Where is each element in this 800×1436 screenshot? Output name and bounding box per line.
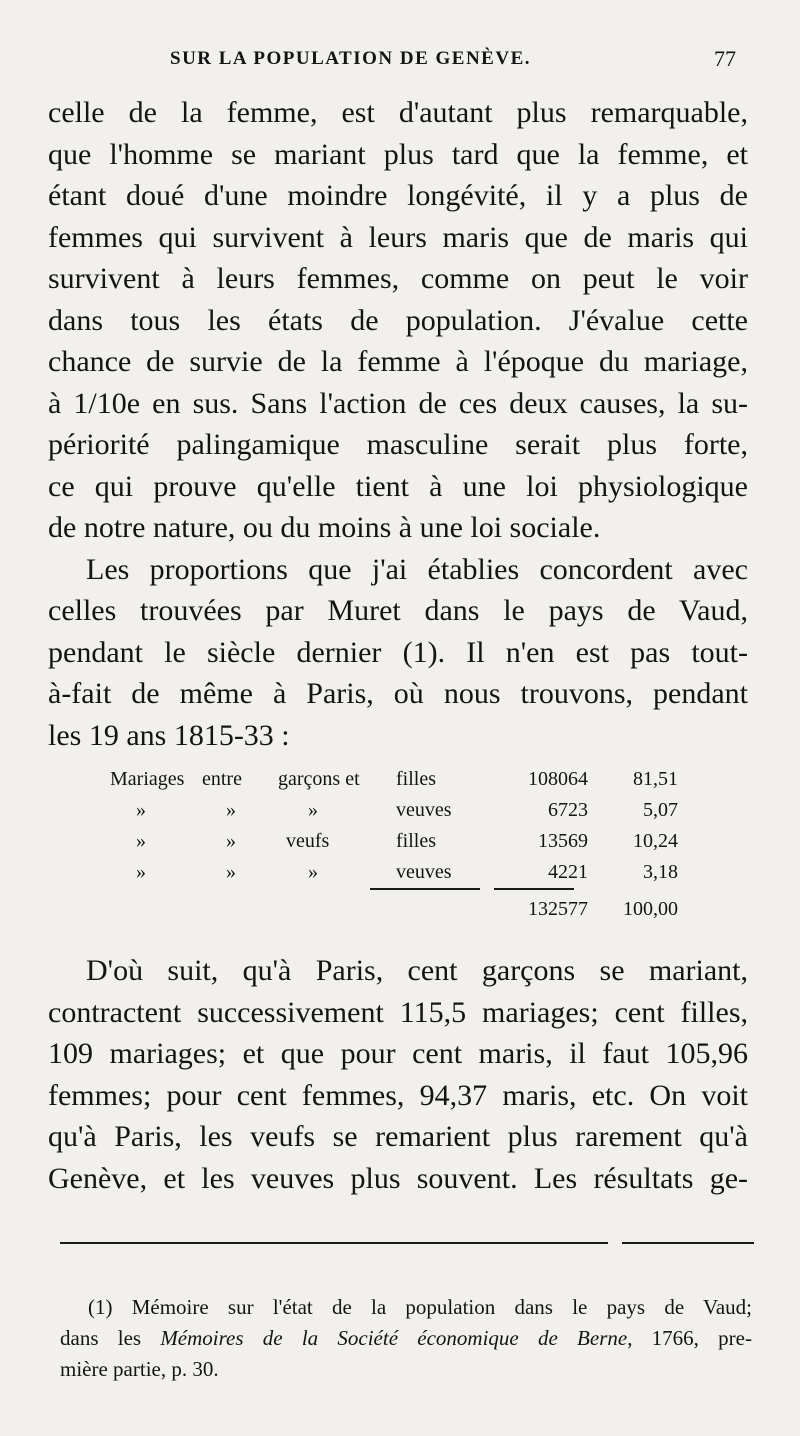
text-line: celles trouvées par Muret dans le pays de Vaud, bbox=[48, 594, 748, 627]
text-line: les 19 ans 1815-33 : bbox=[48, 718, 290, 752]
text-line: dans tous les états de population. J'évalue cette bbox=[48, 303, 748, 337]
table-total-row bbox=[110, 898, 690, 929]
footnote-rule bbox=[622, 1242, 754, 1244]
table-cell: » bbox=[226, 799, 236, 821]
text-line: celle de la femme, est d'autant plus remarquable, bbox=[48, 96, 748, 129]
running-title: SUR LA POPULATION DE GENÈVE. bbox=[170, 48, 532, 69]
text-line: 109 mariages; et que pour cent maris, il faut 105,96 bbox=[48, 1037, 748, 1070]
table-cell: » bbox=[308, 861, 318, 883]
table-cell: veufs bbox=[286, 830, 330, 852]
table-count: 108064 bbox=[528, 768, 588, 790]
table-cell: » bbox=[136, 861, 146, 883]
text-line: étant doué d'une moindre longévité, il y a plus de bbox=[48, 179, 748, 212]
text-line: périorité palingamique masculine serait plus forte, bbox=[48, 428, 748, 461]
footnote-line bbox=[60, 1323, 752, 1354]
text-line: pendant le siècle dernier (1). Il n'en est pas tout- bbox=[48, 635, 748, 669]
table-count: 13569 bbox=[538, 830, 588, 852]
table-cell: filles bbox=[396, 768, 436, 790]
footnote-citation: Mémoires de la Société économique de Berne bbox=[160, 1326, 628, 1350]
text-line: à-fait de même à Paris, où nous trouvons, pendant bbox=[48, 677, 748, 710]
table-cell: » bbox=[226, 830, 236, 852]
marriage-table bbox=[110, 768, 690, 892]
text-line: qu'à Paris, les veufs se remarient plus rarement qu'à bbox=[48, 1120, 748, 1153]
table-row bbox=[110, 830, 690, 861]
table-row bbox=[110, 799, 690, 830]
table-count: 6723 bbox=[548, 799, 588, 821]
table-cell: entre bbox=[202, 768, 242, 790]
sum-rule bbox=[370, 888, 480, 890]
table-cell: garçons et bbox=[278, 768, 360, 790]
footnote-rule bbox=[60, 1242, 608, 1244]
table-cell: veuves bbox=[396, 799, 452, 821]
text-line: à 1/10e en sus. Sans l'action de ces deux causes, la su- bbox=[48, 386, 748, 420]
text-line: femmes qui survivent à leurs maris que de maris qui bbox=[48, 220, 748, 254]
footnote bbox=[60, 1292, 752, 1385]
text-line: de notre nature, ou du moins à une loi sociale. bbox=[48, 511, 601, 544]
table-total-percent: 100,00 bbox=[623, 898, 678, 920]
sum-rule bbox=[494, 888, 574, 890]
text-line: Genève, et les veuves plus souvent. Les résultats ge- bbox=[48, 1161, 748, 1195]
table-cell: filles bbox=[396, 830, 436, 852]
footnote-line: mière partie, p. 30. bbox=[60, 1357, 219, 1381]
footnote-line: (1) Mémoire sur l'état de la population dans le pays de Vaud; bbox=[88, 1295, 752, 1319]
text-line: ce qui prouve qu'elle tient à une loi physiologique bbox=[48, 469, 748, 503]
footnote-text: dans les bbox=[60, 1326, 161, 1350]
text-line: D'où suit, qu'à Paris, cent garçons se mariant, bbox=[86, 954, 748, 987]
table-total-count: 132577 bbox=[528, 898, 588, 920]
table-cell: veuves bbox=[396, 861, 452, 883]
table-percent: 10,24 bbox=[633, 830, 678, 852]
text-line: chance de survie de la femme à l'époque du mariage, bbox=[48, 345, 748, 378]
table-percent: 81,51 bbox=[633, 768, 678, 790]
table-count: 4221 bbox=[548, 861, 588, 883]
table-row bbox=[110, 768, 690, 799]
table-percent: 3,18 bbox=[643, 861, 678, 883]
table-cell: » bbox=[136, 830, 146, 852]
page-number: 77 bbox=[714, 46, 736, 71]
table-percent: 5,07 bbox=[643, 799, 678, 821]
text-line: contractent successivement 115,5 mariages; cent filles, bbox=[48, 995, 748, 1029]
running-header bbox=[48, 44, 748, 78]
text-line: Les proportions que j'ai établies concordent avec bbox=[86, 552, 748, 586]
table-cell: » bbox=[226, 861, 236, 883]
footnote-text: , 1766, pre- bbox=[627, 1326, 752, 1350]
text-line: femmes; pour cent femmes, 94,37 maris, etc. On voit bbox=[48, 1078, 748, 1112]
body-text-top bbox=[48, 92, 748, 756]
table-cell: » bbox=[136, 799, 146, 821]
body-text-bottom bbox=[48, 950, 748, 1199]
text-line: survivent à leurs femmes, comme on peut le voir bbox=[48, 262, 748, 295]
text-line: que l'homme se mariant plus tard que la femme, et bbox=[48, 137, 748, 171]
table-cell: Mariages bbox=[110, 768, 185, 790]
table-cell: » bbox=[308, 799, 318, 821]
